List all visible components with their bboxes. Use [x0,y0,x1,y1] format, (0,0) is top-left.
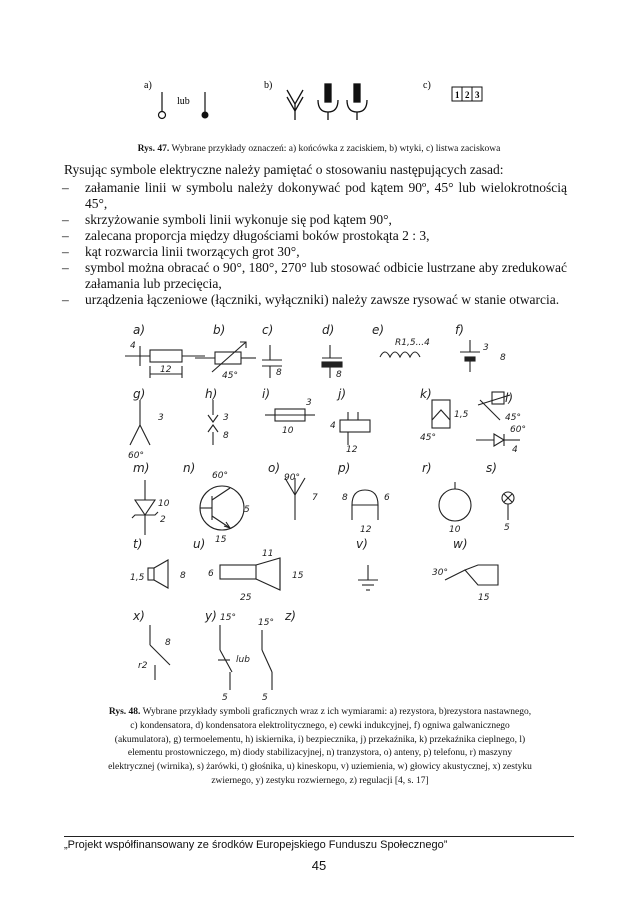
break-contact-symbol [218,613,250,703]
svg-text:5: 5 [244,505,250,515]
svg-text:25: 25 [240,593,252,603]
svg-text:4: 4 [130,341,136,351]
rule-item: – skrzyżowanie symboli linii wykonuje się pod kątem 90°, [62,212,392,227]
svg-text:8: 8 [223,431,229,441]
svg-text:5: 5 [262,693,268,703]
svg-text:3: 3 [158,413,164,423]
svg-text:f): f) [455,323,464,337]
svg-text:8: 8 [276,368,282,378]
svg-text:lub: lub [236,655,250,665]
svg-text:15°: 15° [258,618,274,628]
svg-text:j): j) [338,387,347,401]
svg-text:6: 6 [384,493,390,503]
svg-text:8: 8 [165,638,171,648]
fig47-label-c: c) [423,80,431,91]
antenna-symbol [284,473,318,520]
ground-symbol [358,565,378,590]
svg-text:12: 12 [346,445,358,455]
svg-text:60°: 60° [128,451,144,461]
svg-text:c): c) [262,323,274,337]
rule-item: – kąt rozwarcia linii tworzących grot 30°, [62,244,300,259]
svg-text:x): x) [133,609,145,623]
svg-text:10: 10 [282,426,294,436]
terminal-open-circle [159,112,166,119]
figure-47 [0,0,638,140]
plug-symbols [287,84,367,120]
rule-item: – zalecana proporcja między długościami boków prostokąta 2 : 3, [62,228,430,243]
capacitor-symbol [262,345,282,378]
svg-text:r): r) [422,461,432,475]
thermocouple-symbol [128,400,164,461]
fuse-symbol [265,398,315,436]
svg-text:l): l) [505,391,514,405]
make-contact-symbol [138,625,171,680]
svg-text:8: 8 [342,493,348,503]
svg-text:k): k) [420,387,432,401]
figure-48 [0,310,638,705]
svg-text:s): s) [486,461,497,475]
figure-48-caption: Rys. 48. Wybrane przykłady symboli graficznych wraz z ich wymiarami: a) rezystora, b)rezystora nastawnego, c) kondensatora, d) kondensatora elektrolitycznego, e) cewki indukcyjnej, f) ogniwa galwanicznego (akumulatora), g) termoelementu, h) iskiernika, i) bezpiecznika, j) przekaźnika, k) przekaźnika cieplnego, l) elementu prostowniczego, m) diody stabilizacyjnej, n) tranzystora, o) anteny, p) telefonu, r) maszyny elektrycznej (wirnika), s) żarówki, t) głośnika, u) kineskopu, v) uziemienia, w) głowicy akustycznej, x) zestyku zwiernego, y) zestyku rozwiernego, z) regulacji [4, s. 17] [108,707,532,786]
svg-text:45°: 45° [505,413,521,423]
svg-text:8: 8 [180,571,186,581]
svg-text:i): i) [262,387,271,401]
svg-text:10: 10 [449,525,461,535]
resistor-symbol [125,341,205,378]
svg-text:m): m) [133,461,150,475]
page-number: 45 [311,858,327,873]
svg-text:45°: 45° [420,433,436,443]
svg-text:v): v) [356,537,368,551]
thermal-relay-symbol [420,400,469,443]
battery-cell-symbol [460,340,506,372]
electric-machine-symbol [439,482,471,535]
svg-text:u): u) [193,537,206,551]
svg-text:60°: 60° [510,425,526,435]
svg-text:d): d) [322,323,335,337]
zener-diode-symbol [132,480,170,535]
transistor-symbol [200,471,250,545]
lamp-symbol [502,492,514,533]
regulation-symbol [258,618,274,703]
rules-intro: Rysując symbole elektryczne należy pamiętać o stosowaniu następujących zasad: [64,162,504,177]
crt-symbol [208,549,304,603]
svg-text:3: 3 [475,90,480,100]
svg-text:45°: 45° [222,371,238,381]
svg-text:12: 12 [160,365,172,375]
svg-text:8: 8 [500,353,506,363]
svg-text:1,5: 1,5 [130,573,145,583]
svg-text:g): g) [133,387,146,401]
acoustic-head-symbol [432,565,498,603]
svg-text:p): p) [338,461,351,475]
svg-text:w): w) [453,537,468,551]
svg-text:3: 3 [483,343,489,353]
variable-resistor-symbol [195,342,256,381]
rule-item: – załamanie linii w symbolu należy dokonywać pod kątem 90º, 45° lub wielokrotnością 45°, [62,180,567,211]
svg-text:30°: 30° [432,568,448,578]
svg-text:2: 2 [465,90,470,100]
telephone-symbol [342,490,390,535]
fig47-lub: lub [177,96,190,107]
svg-text:1,5: 1,5 [454,410,469,420]
svg-text:z): z) [285,609,296,623]
svg-text:12: 12 [360,525,372,535]
svg-text:90°: 90° [284,473,300,483]
svg-text:3: 3 [306,398,312,408]
svg-text:o): o) [268,461,281,475]
svg-text:15: 15 [478,593,490,603]
inductor-symbol [380,338,430,357]
svg-text:11: 11 [262,549,274,559]
fig47-label-b: b) [264,80,273,91]
svg-text:15°: 15° [220,613,236,623]
terminal-strip [452,87,482,101]
svg-text:15: 15 [215,535,227,545]
svg-text:R1,5...4: R1,5...4 [395,338,430,348]
svg-text:6: 6 [208,569,214,579]
svg-text:y): y) [205,609,217,623]
svg-text:10: 10 [158,499,170,509]
svg-text:3: 3 [223,413,229,423]
svg-text:8: 8 [336,370,342,380]
fig47-label-a: a) [144,80,152,91]
loudspeaker-symbol [130,560,186,588]
svg-text:15: 15 [292,571,304,581]
svg-text:t): t) [133,537,143,551]
rectifier-element-symbol [476,391,526,455]
rule-item: – urządzenia łączeniowe (łączniki, wyłączniki) należy zawsze rysować w stanie otwarcia. [62,292,560,307]
svg-text:60°: 60° [212,471,228,481]
spark-gap-symbol [208,400,229,445]
electrolytic-capacitor-symbol [322,345,342,380]
footer-text: „Projekt współfinansowany ze środków Europejskiego Funduszu Społecznego” [64,839,448,851]
svg-text:h): h) [205,387,218,401]
fig48-label: a) [133,323,146,337]
svg-text:5: 5 [222,693,228,703]
svg-text:b): b) [213,323,226,337]
svg-text:2: 2 [160,515,166,525]
svg-text:7: 7 [312,493,318,503]
svg-text:5: 5 [504,523,510,533]
svg-text:n): n) [183,461,196,475]
footer-divider [64,836,574,837]
rule-item: – symbol można obracać o 90°, 180°, 270° lub stosować odbicie lustrzane aby zredukować załamania lub przecięcia, [62,260,567,291]
svg-text:4: 4 [512,445,518,455]
relay-symbol [330,412,370,455]
svg-text:r2: r2 [138,661,148,671]
svg-text:e): e) [372,323,385,337]
figure-47-caption: Rys. 47. Wybrane przykłady oznaczeń: a) końcówka z zaciskiem, b) wtyki, c) listwa zaciskowa [137,144,501,154]
rules-list [62,180,567,308]
svg-text:4: 4 [330,421,336,431]
svg-text:1: 1 [455,90,460,100]
terminal-filled-circle [202,112,209,119]
